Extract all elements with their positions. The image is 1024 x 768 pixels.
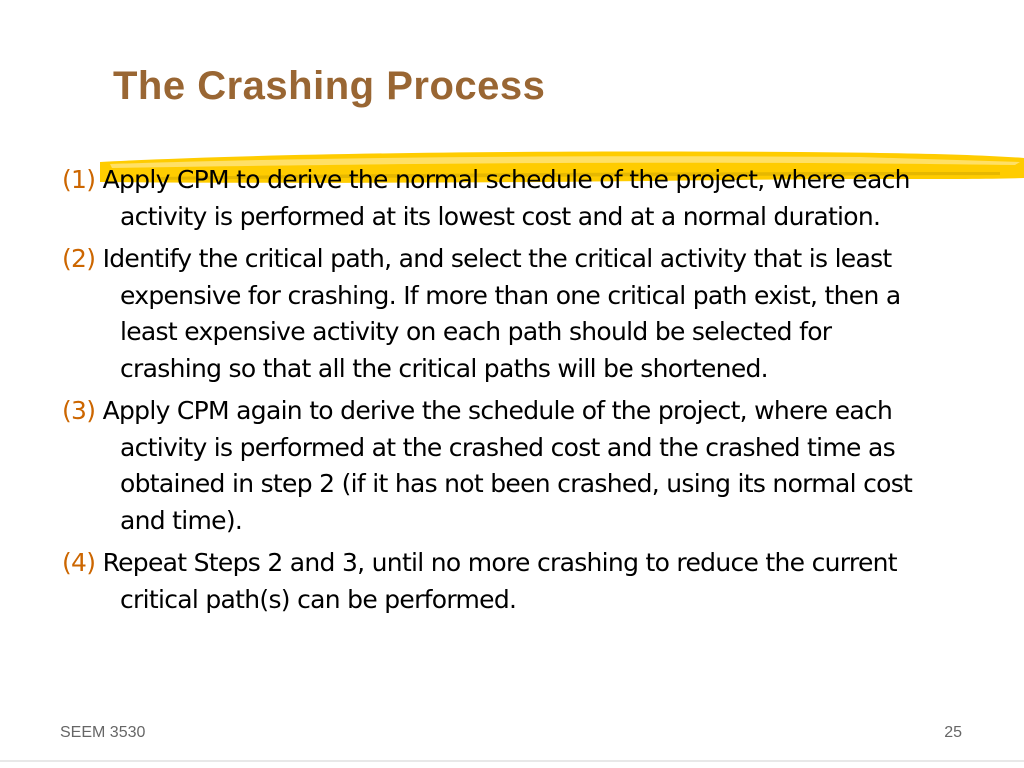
step-number: (4) (62, 548, 96, 577)
step-item (62, 241, 932, 387)
step-text: Apply CPM to derive the normal schedule of the project, where each activity is performed at its lowest cost and at a normal duration. (102, 165, 910, 231)
step-text: Identify the critical path, and select the critical activity that is least expensive for crashing. If more than one critical path exist, then a least expensive activity on each path should be selected for crashing so that all the critical paths will be shortened. (102, 244, 901, 383)
step-text: Apply CPM again to derive the schedule of the project, where each activity is performed at the crashed cost and the crashed time as obtained in step 2 (if it has not been crashed, using its normal cost and time). (102, 396, 913, 535)
step-number: (1) (62, 165, 96, 194)
page-number: 25 (944, 724, 962, 741)
step-number: (3) (62, 396, 96, 425)
step-item (62, 545, 932, 618)
slide-title: The Crashing Process (113, 64, 546, 108)
step-number: (2) (62, 244, 96, 273)
step-text: Repeat Steps 2 and 3, until no more crashing to reduce the current critical path(s) can be performed. (102, 548, 897, 614)
footer-course-code: SEEM 3530 (60, 724, 146, 741)
step-item (62, 162, 932, 235)
bottom-divider (0, 760, 1024, 762)
steps-list (62, 162, 932, 624)
step-item (62, 393, 932, 539)
